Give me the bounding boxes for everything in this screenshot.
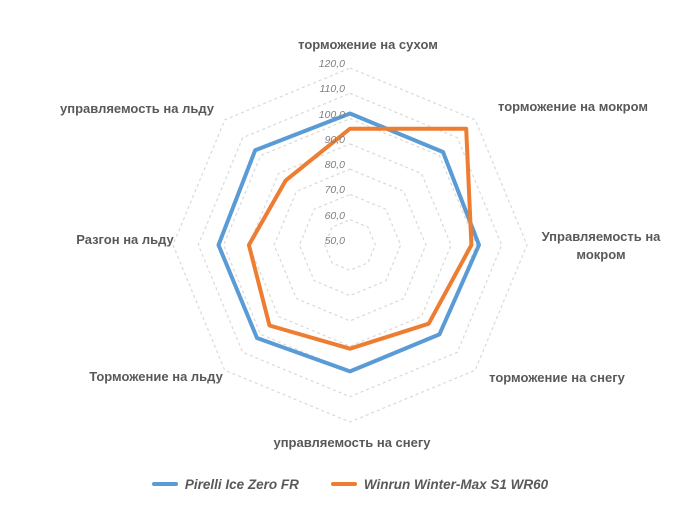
radial-axis-tick-60: 60,0 [324,209,345,222]
chart-legend [0,472,700,496]
axis-label-ice-braking: Торможение на льду [89,368,223,384]
radial-axis-tick-90: 90,0 [324,133,345,146]
axis-label-ice-handling: управляемость на льду [60,100,214,116]
series-line-0 [219,114,480,372]
gridline-ring-70 [299,194,400,295]
radial-axis-tick-50: 50,0 [324,235,345,247]
axis-label-snow-braking: торможение на снегу [489,369,625,385]
radial-axis-tick-80: 80,0 [324,159,345,172]
legend-label-pirelli: Pirelli Ice Zero FR [184,476,299,492]
axis-label-dry-braking: торможение на сухом [298,36,438,52]
gridline-ring-80 [274,169,426,321]
axis-label-wet-braking: торможение на мокром [498,98,648,114]
series-line-1 [249,129,472,349]
legend-item-pirelli [152,477,299,492]
radial-axis-tick-110: 110,0 [319,83,345,96]
radial-axis-tick-70: 70,0 [324,184,345,197]
axis-label-wet-handling: Управляемость на мокром [541,228,661,262]
gridline-ring-110 [198,93,501,396]
radial-axis-tick-120: 120,0 [318,58,345,70]
gridline-ring-120 [173,68,527,422]
legend-line-swatch-winrun [331,482,357,486]
legend-label-winrun: Winrun Winter-Max S1 WR60 [363,476,549,492]
gridline-ring-90 [249,144,451,346]
legend-line-swatch-pirelli [152,482,178,486]
axis-label-snow-handling: управляемость на снегу [273,434,431,450]
legend-item-winrun [331,477,548,492]
radial-axis-tick-100: 100,0 [318,108,345,121]
axis-label-ice-acceleration: Разгон на льду [76,231,174,247]
